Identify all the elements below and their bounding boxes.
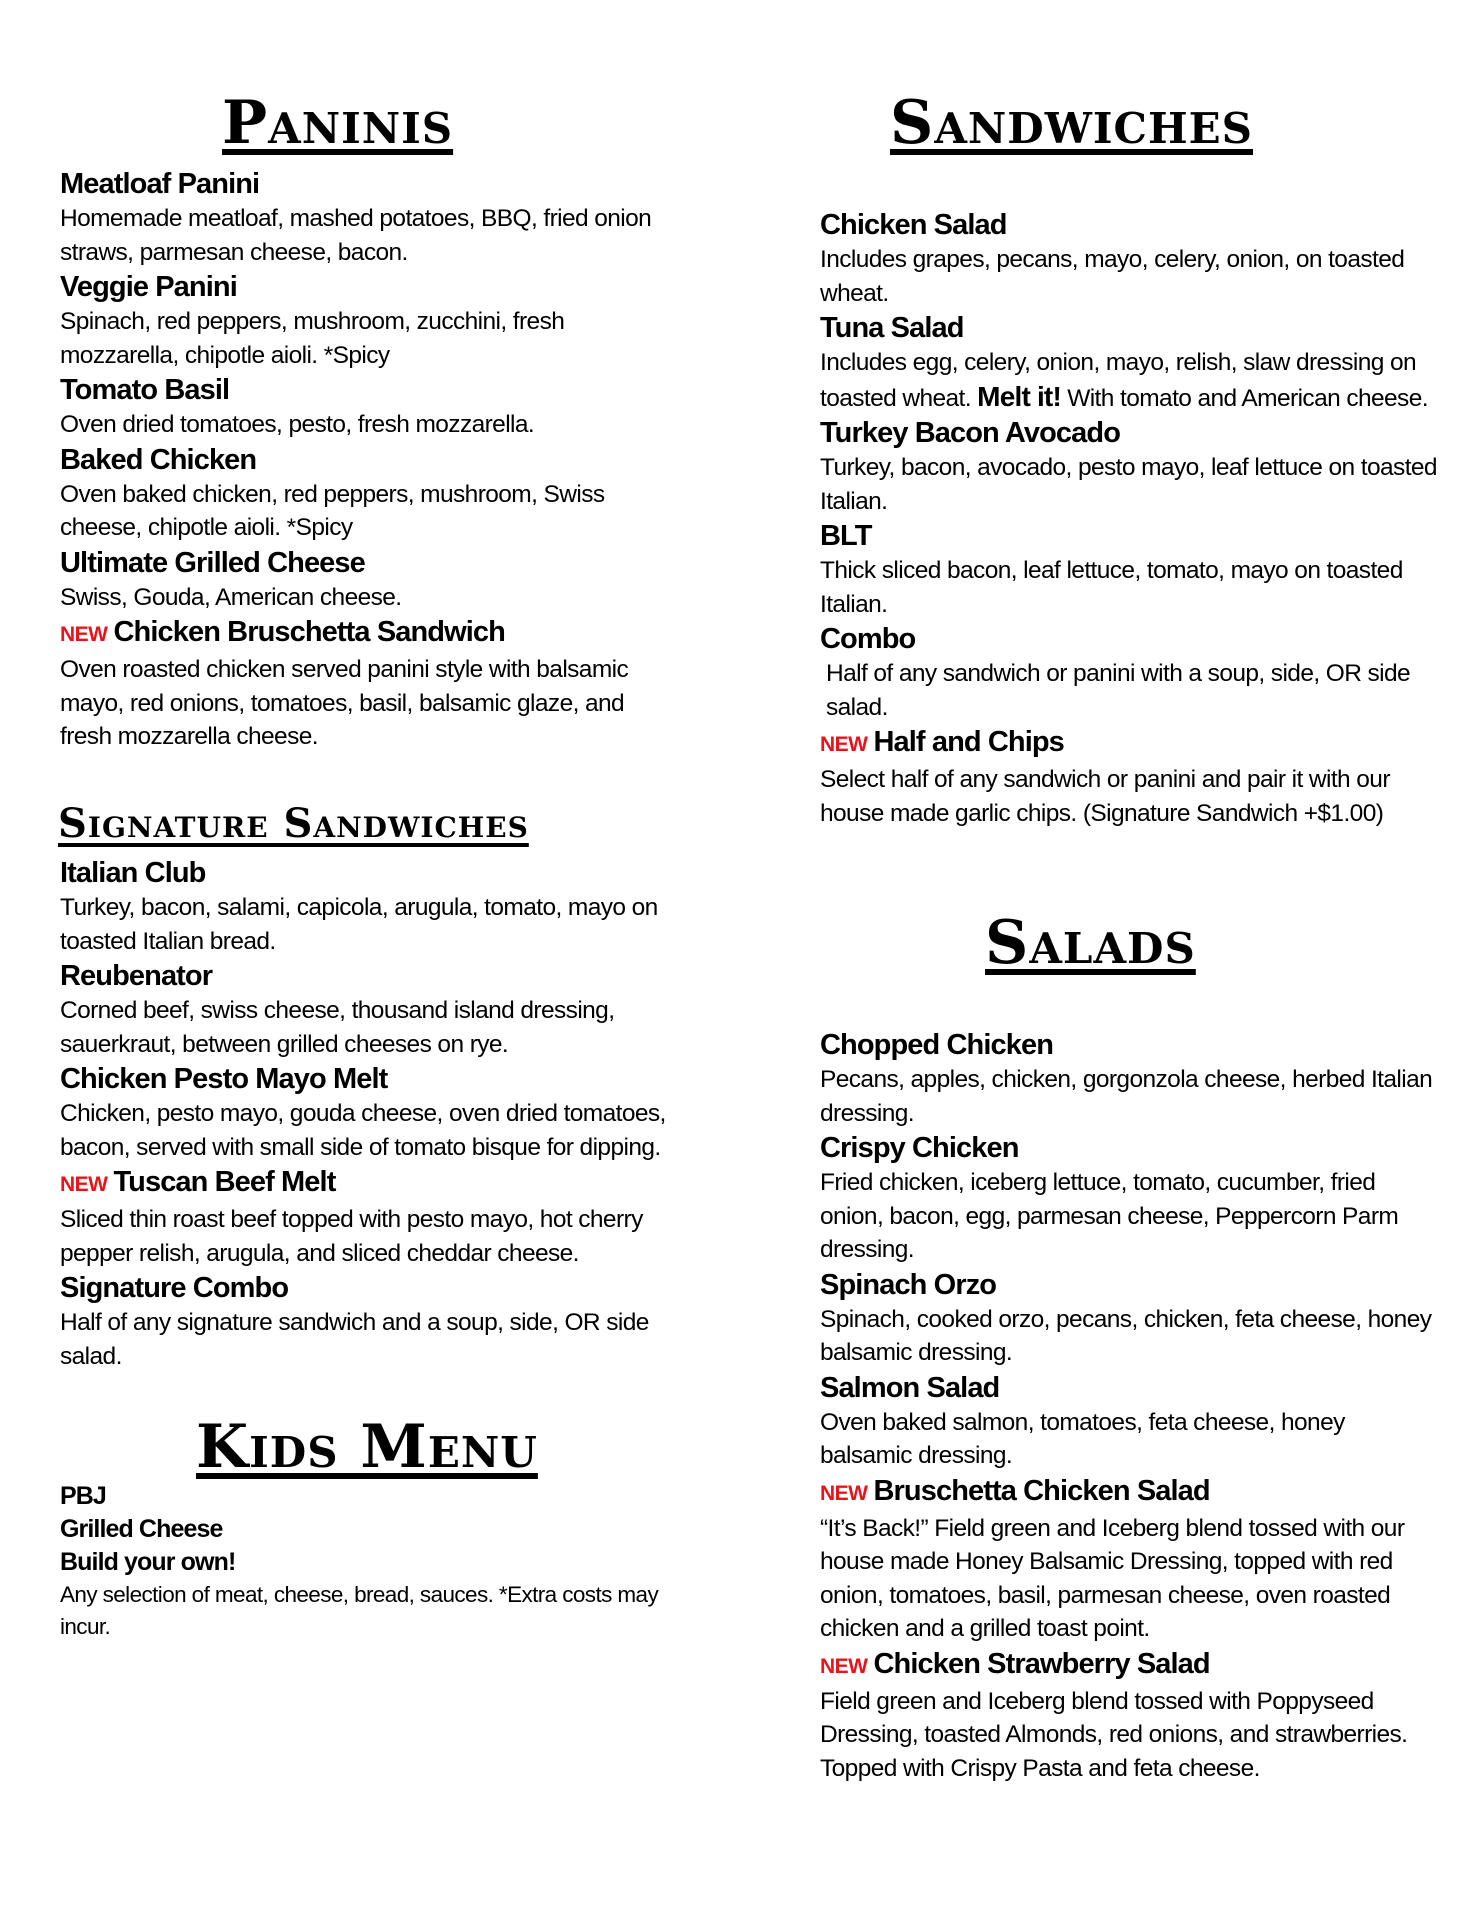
item-name [60,166,680,202]
item-description [820,243,1440,310]
menu-item [820,1646,1440,1786]
menu-item [60,958,680,1061]
description-text: Half of any sandwich or panini with a soup, side, OR side salad. [826,660,1411,721]
item-name [820,1473,1440,1512]
item-name-text: Build your own! [60,1548,236,1576]
item-description [60,305,680,372]
item-name-text: Crispy Chicken [820,1132,1019,1164]
item-name-text: PBJ [60,1482,106,1510]
description-text: “It’s Back!” Field green and Iceberg blend tossed with our house made Honey Balsamic Dressing, topped with red onion, tomatoes, basil, parmesan cheese, oven roasted chicken and a grilled toast point. [820,1514,1405,1642]
description-text: Includes grapes, pecans, mayo, celery, onion, on toasted wheat. [820,246,1405,307]
item-name [60,1061,680,1097]
menu-item [60,372,680,442]
item-name [820,415,1440,451]
item-description [60,408,680,442]
item-description [820,1685,1440,1786]
description-text: Oven dried tomatoes, pesto, fresh mozzarella. [60,411,535,438]
menu-item [60,614,680,754]
item-name [60,1513,660,1546]
description-text: Select half of any sandwich or panini and pair it with our house made garlic chips. (Signature Sandwich +$1.00) [820,766,1390,827]
item-name [820,310,1440,346]
item-description [820,1512,1440,1646]
item-name-text: Tomato Basil [60,374,230,406]
salads-list [820,1027,1440,1785]
description-text: Turkey, bacon, salami, capicola, arugula, tomato, mayo on toasted Italian bread. [60,894,658,955]
description-text: Spinach, cooked orzo, pecans, chicken, feta cheese, honey balsamic dressing. [820,1305,1432,1366]
item-name [60,545,680,581]
item-description [60,1097,680,1164]
item-description [820,1406,1440,1473]
item-name-text: Bruschetta Chicken Salad [873,1474,1210,1507]
item-name [820,1646,1440,1685]
item-description [60,581,680,615]
item-name-text: Italian Club [60,857,206,889]
menu-item [60,442,680,545]
item-name [820,1370,1440,1406]
description-text: Field green and Iceberg blend tossed with Poppyseed Dressing, toasted Almonds, red onions, and strawberries. Topped with Crispy Pasta and feta cheese. [820,1687,1408,1782]
item-name [820,1267,1440,1303]
menu-item [60,1513,660,1546]
item-name [820,1027,1440,1063]
menu-item [60,1546,660,1643]
item-name-text: Chicken Pesto Mayo Melt [60,1063,388,1095]
item-name [60,614,680,653]
kids-list [60,1480,660,1643]
description-text: Oven baked salmon, tomatoes, feta cheese, honey balsamic dressing. [820,1408,1345,1469]
menu-item [60,855,680,958]
item-description [820,657,1440,724]
menu-item [820,415,1440,518]
menu-item [820,621,1440,724]
sandwiches-list [820,207,1440,830]
description-text: Fried chicken, iceberg lettuce, tomato, cucumber, fried onion, bacon, egg, parmesan cheese, Peppercorn Parm dressing. [820,1169,1399,1263]
menu-item [820,310,1440,415]
menu-item [60,1061,680,1164]
description-text: Homemade meatloaf, mashed potatoes, BBQ, fried onion straws, parmesan cheese, bacon. [60,205,652,266]
item-name [820,621,1440,657]
item-description [60,653,680,754]
menu-item [60,545,680,615]
description-text: Half of any signature sandwich and a soup, side, OR side salad. [60,1309,649,1370]
item-name [820,1130,1440,1166]
item-name-text: Spinach Orzo [820,1268,997,1301]
item-name-text: Tuscan Beef Melt [113,1166,336,1198]
item-description [820,1303,1440,1370]
item-name-text: Grilled Cheese [60,1515,223,1543]
item-description [60,1579,660,1643]
item-name [60,1480,660,1513]
salads-title: Salads [985,908,1196,978]
description-emphasis: Melt it! [977,380,1061,412]
item-description [60,994,680,1061]
item-name-text: Chicken Bruschetta Sandwich [113,616,505,648]
item-name-text: Ultimate Grilled Cheese [60,546,365,579]
item-name [60,855,680,891]
item-name-text: Half and Chips [873,726,1064,758]
menu-item [820,207,1440,310]
description-text: Pecans, apples, chicken, gorgonzola cheese, herbed Italian dressing. [820,1066,1433,1127]
sandwiches-title: Sandwiches [890,88,1253,158]
item-name [60,1546,660,1579]
item-name [820,724,1440,763]
new-badge: NEW [820,1654,868,1678]
item-description [60,891,680,958]
description-text: Thick sliced bacon, leaf lettuce, tomato, mayo on toasted Italian. [820,557,1403,618]
paninis-title: Paninis [222,88,454,158]
description-text: Oven baked chicken, red peppers, mushroom, Swiss cheese, chipotle aioli. *Spicy [60,480,605,541]
item-name-text: Chopped Chicken [820,1029,1054,1061]
new-badge: NEW [60,623,108,646]
menu-item [60,166,680,269]
item-name [820,207,1440,243]
item-name-text: Chicken Salad [820,209,1007,241]
menu-item [820,1370,1440,1473]
item-name-text: Reubenator [60,960,213,992]
item-name-text: Signature Combo [60,1272,289,1304]
menu-item [60,269,680,372]
description-text: Spinach, red peppers, mushroom, zucchini, fresh mozzarella, chipotle aioli. *Spicy [60,308,565,369]
description-text: Corned beef, swiss cheese, thousand island dressing, sauerkraut, between grilled cheeses on rye. [60,997,615,1058]
item-name [60,442,680,478]
new-badge: NEW [820,1481,868,1505]
menu-item [820,1267,1440,1370]
item-name [60,1164,680,1203]
item-name-text: Tuna Salad [820,312,964,344]
item-name-text: Veggie Panini [60,271,237,303]
menu-item [820,1027,1440,1130]
new-badge: NEW [820,733,868,756]
menu-item [60,1480,660,1513]
kids-menu-title: Kids Menu [196,1412,538,1482]
item-name-text: Baked Chicken [60,443,257,476]
menu-item [60,1270,680,1373]
description-text: Any selection of meat, cheese, bread, sauces. *Extra costs may incur. [60,1582,659,1639]
item-description [820,1166,1440,1267]
item-name-text: BLT [820,520,872,552]
item-name-text: Meatloaf Panini [60,168,260,200]
description-text: With tomato and American cheese. [1060,384,1428,412]
new-badge: NEW [60,1173,108,1196]
item-name-text: Combo [820,623,916,655]
item-description [820,763,1440,830]
item-description [60,202,680,269]
item-name [60,372,680,408]
description-text: Chicken, pesto mayo, gouda cheese, oven dried tomatoes, bacon, served with small side of tomato bisque for dipping. [60,1100,666,1161]
menu-item [820,1473,1440,1646]
item-description [820,451,1440,518]
item-description [60,1203,680,1270]
item-name-text: Salmon Salad [820,1371,1000,1404]
item-name-text: Turkey Bacon Avocado [820,417,1121,449]
item-description [60,478,680,545]
item-description [820,1063,1440,1130]
menu-item [60,1164,680,1270]
item-name [60,958,680,994]
menu-item [820,1130,1440,1267]
item-name-text: Chicken Strawberry Salad [873,1647,1210,1680]
paninis-list [60,166,680,754]
description-text: Swiss, Gouda, American cheese. [60,583,402,611]
description-text: Turkey, bacon, avocado, pesto mayo, leaf lettuce on toasted Italian. [820,454,1437,515]
item-name [60,1270,680,1306]
item-name [60,269,680,305]
item-description [60,1306,680,1373]
description-text: Sliced thin roast beef topped with pesto mayo, hot cherry pepper relish, arugula, and sliced cheddar cheese. [60,1206,643,1267]
signature-sandwiches-title: Signature Sandwiches [58,800,529,847]
description-text: Includes egg, celery, onion, mayo, relish, slaw dressing on toasted wheat. [820,349,1417,412]
menu-item [820,518,1440,621]
item-description [820,346,1440,415]
item-description [820,554,1440,621]
description-text: Oven roasted chicken served panini style with balsamic mayo, red onions, tomatoes, basil, balsamic glaze, and fresh mozzarella cheese. [60,656,629,750]
menu-item [820,724,1440,830]
item-name [820,518,1440,554]
signature-list [60,855,680,1373]
